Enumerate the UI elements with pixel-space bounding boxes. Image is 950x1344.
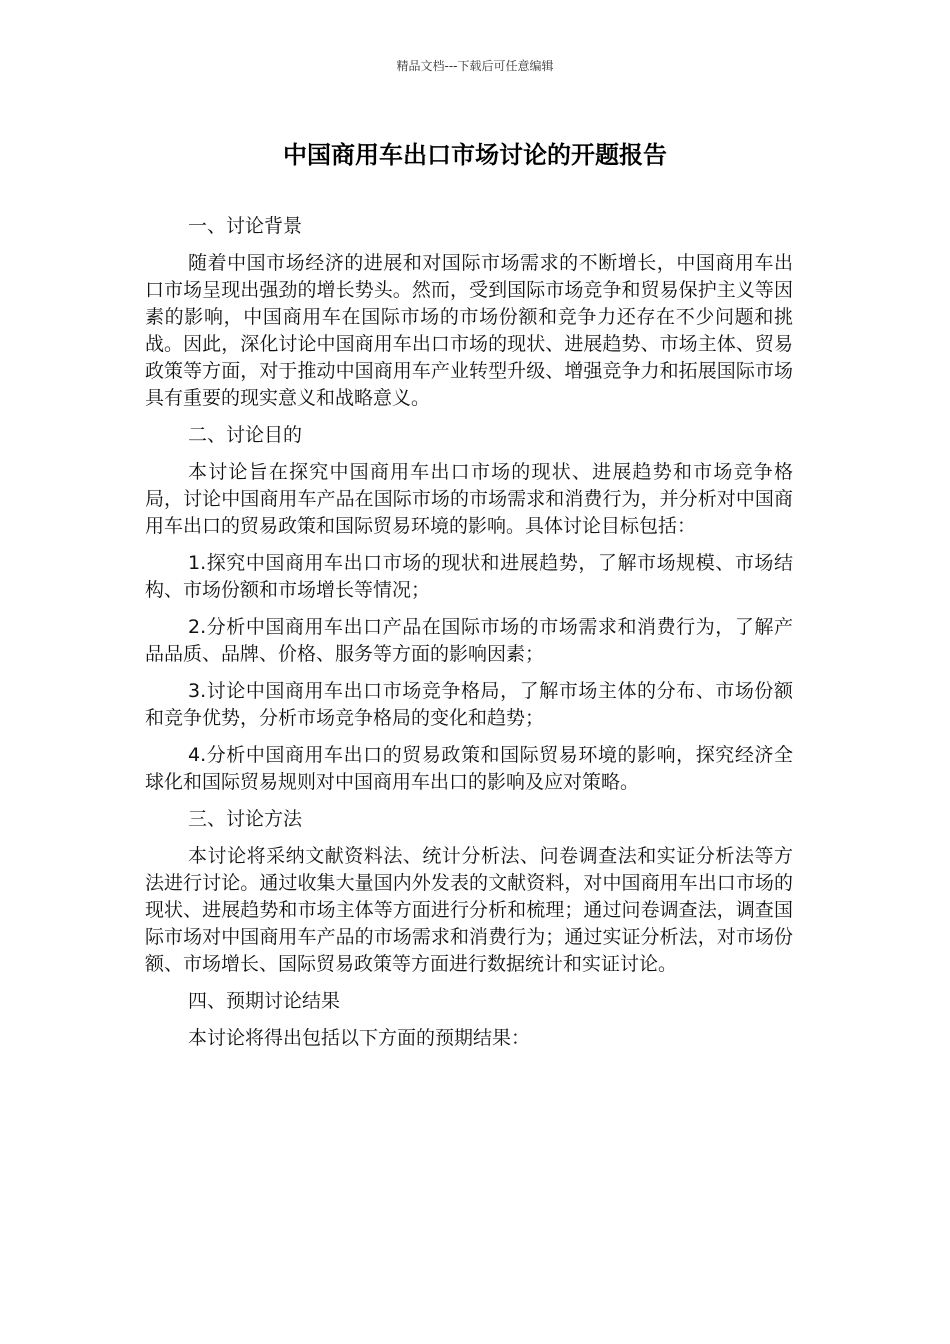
method-paragraph: 本讨论将采纳文献资料法、统计分析法、问卷调查法和实证分析法等方法进行讨论。通过收集大量国内外发表的文献资料，对中国商用车出口市场的现状、进展趋势和市场主体等方面进行分析和梳理；通过问卷调查法，调查国际市场对中国商用车产品的市场需求和消费行为；通过实证分析法，对市场份额、市场增长、国际贸易政策等方面进行数据统计和实证讨论。	[145, 845, 793, 975]
purpose-item-2: 2.分析中国商用车出口产品在国际市场的市场需求和消费行为，了解产品品质、品牌、价格、服务等方面的影响因素；	[145, 616, 793, 665]
expected-results-paragraph: 本讨论将得出包括以下方面的预期结果：	[188, 1027, 531, 1049]
purpose-item-4: 4.分析中国商用车出口的贸易政策和国际贸易环境的影响，探究经济全球化和国际贸易规则对中国商用车出口的影响及应对策略。	[145, 744, 793, 793]
section-heading-purpose: 二、讨论目的	[188, 424, 303, 446]
purpose-item-1: 1.探究中国商用车出口市场的现状和进展趋势，了解市场规模、市场结构、市场份额和市场增长等情况；	[145, 552, 793, 601]
section-heading-background: 一、讨论背景	[188, 215, 303, 237]
document-title: 中国商用车出口市场讨论的开题报告	[283, 141, 667, 169]
header-note: 精品文档---下载后可任意编辑	[396, 59, 554, 73]
document-body	[145, 213, 793, 1062]
background-paragraph: 随着中国市场经济的进展和对国际市场需求的不断增长，中国商用车出口市场呈现出强劲的增长势头。然而，受到国际市场竞争和贸易保护主义等因素的影响，中国商用车在国际市场的市场份额和竞争力还存在不少问题和挑战。因此，深化讨论中国商用车出口市场的现状、进展趋势、市场主体、贸易政策等方面，对于推动中国商用车产业转型升级、增强竞争力和拓展国际市场具有重要的现实意义和战略意义。	[145, 252, 793, 409]
purpose-item-3: 3.讨论中国商用车出口市场竞争格局，了解市场主体的分布、市场份额和竞争优势，分析市场竞争格局的变化和趋势；	[145, 680, 793, 729]
section-heading-expected-results: 四、预期讨论结果	[188, 990, 341, 1012]
section-heading-method: 三、讨论方法	[188, 808, 303, 830]
purpose-paragraph: 本讨论旨在探究中国商用车出口市场的现状、进展趋势和市场竞争格局，讨论中国商用车产品在国际市场的市场需求和消费行为，并分析对中国商用车出口的贸易政策和国际贸易环境的影响。具体讨论目标包括：	[145, 461, 793, 537]
